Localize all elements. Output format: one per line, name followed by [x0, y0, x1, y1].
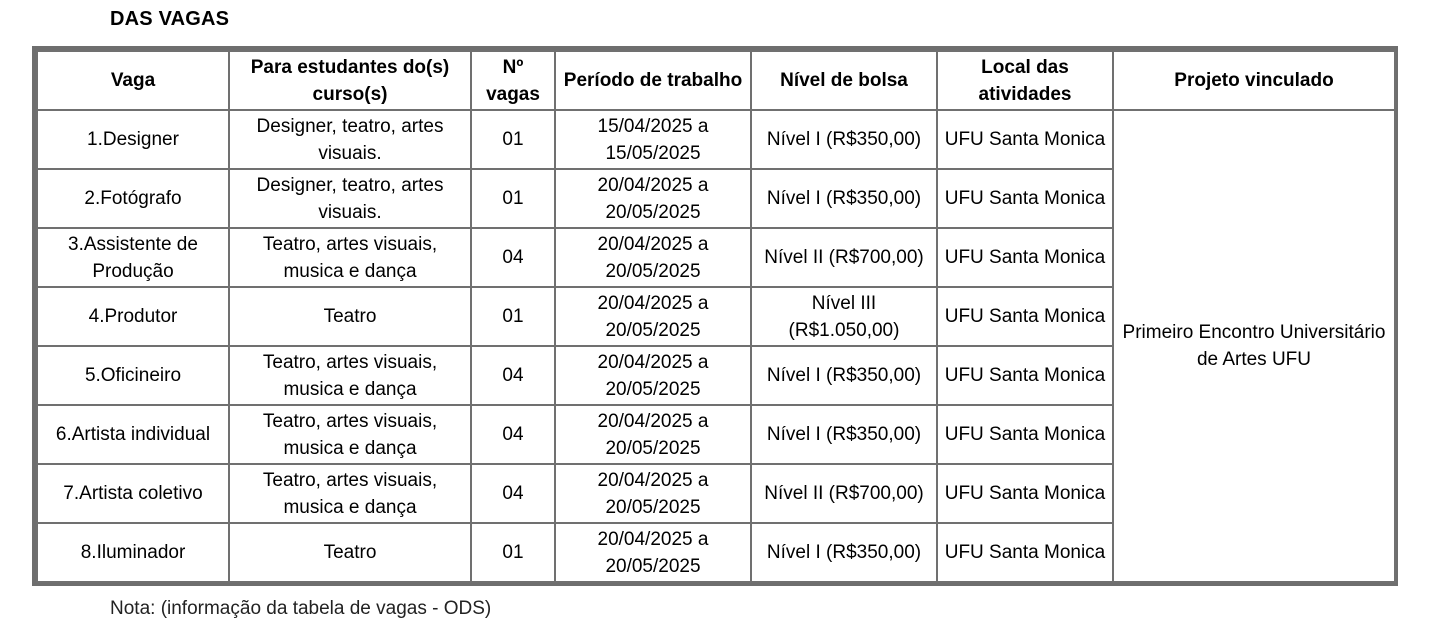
- cell-vaga: 4.Produtor: [37, 287, 229, 346]
- cell-local: UFU Santa Monica: [937, 169, 1113, 228]
- cell-periodo: 20/04/2025 a 20/05/2025: [555, 169, 751, 228]
- cell-nivel-bolsa: Nível III (R$1.050,00): [751, 287, 937, 346]
- cell-local: UFU Santa Monica: [937, 405, 1113, 464]
- cell-nivel-bolsa: Nível II (R$700,00): [751, 228, 937, 287]
- header-vaga: Vaga: [37, 51, 229, 110]
- header-projeto: Projeto vinculado: [1113, 51, 1395, 110]
- cell-cursos: Designer, teatro, artes visuais.: [229, 110, 471, 169]
- cell-cursos: Teatro, artes visuais, musica e dança: [229, 464, 471, 523]
- header-local: Local das atividades: [937, 51, 1113, 110]
- cell-vaga: 2.Fotógrafo: [37, 169, 229, 228]
- header-cursos: Para estudantes do(s) curso(s): [229, 51, 471, 110]
- cell-num-vagas: 01: [471, 523, 555, 582]
- cell-cursos: Teatro: [229, 287, 471, 346]
- cell-nivel-bolsa: Nível I (R$350,00): [751, 110, 937, 169]
- cell-local: UFU Santa Monica: [937, 523, 1113, 582]
- cell-num-vagas: 01: [471, 169, 555, 228]
- cell-vaga: 8.Iluminador: [37, 523, 229, 582]
- cell-nivel-bolsa: Nível I (R$350,00): [751, 523, 937, 582]
- cell-periodo: 20/04/2025 a 20/05/2025: [555, 405, 751, 464]
- vacancies-table: [32, 46, 1398, 586]
- cell-num-vagas: 04: [471, 405, 555, 464]
- footnote: Nota: (informação da tabela de vagas - ODS): [110, 598, 492, 619]
- section-title: DAS VAGAS: [110, 8, 230, 30]
- cell-periodo: 20/04/2025 a 20/05/2025: [555, 228, 751, 287]
- cell-vaga: 6.Artista individual: [37, 405, 229, 464]
- cell-num-vagas: 04: [471, 464, 555, 523]
- cell-local: UFU Santa Monica: [937, 287, 1113, 346]
- cell-periodo: 20/04/2025 a 20/05/2025: [555, 464, 751, 523]
- cell-vaga: 7.Artista coletivo: [37, 464, 229, 523]
- cell-vaga: 3.Assistente de Produção: [37, 228, 229, 287]
- cell-projeto: Primeiro Encontro Universitário de Artes UFU: [1113, 110, 1395, 582]
- cell-vaga: 5.Oficineiro: [37, 346, 229, 405]
- cell-local: UFU Santa Monica: [937, 464, 1113, 523]
- cell-nivel-bolsa: Nível I (R$350,00): [751, 169, 937, 228]
- cell-cursos: Teatro: [229, 523, 471, 582]
- cell-cursos: Designer, teatro, artes visuais.: [229, 169, 471, 228]
- table-header-row: [37, 51, 1395, 110]
- cell-num-vagas: 01: [471, 287, 555, 346]
- header-num-vagas: Nº vagas: [471, 51, 555, 110]
- cell-num-vagas: 04: [471, 228, 555, 287]
- cell-periodo: 20/04/2025 a 20/05/2025: [555, 287, 751, 346]
- cell-cursos: Teatro, artes visuais, musica e dança: [229, 228, 471, 287]
- cell-nivel-bolsa: Nível I (R$350,00): [751, 346, 937, 405]
- cell-cursos: Teatro, artes visuais, musica e dança: [229, 346, 471, 405]
- cell-periodo: 20/04/2025 a 20/05/2025: [555, 523, 751, 582]
- table-row: [37, 110, 1395, 169]
- header-periodo: Período de trabalho: [555, 51, 751, 110]
- cell-nivel-bolsa: Nível I (R$350,00): [751, 405, 937, 464]
- cell-local: UFU Santa Monica: [937, 346, 1113, 405]
- cell-local: UFU Santa Monica: [937, 110, 1113, 169]
- cell-cursos: Teatro, artes visuais, musica e dança: [229, 405, 471, 464]
- cell-periodo: 20/04/2025 a 20/05/2025: [555, 346, 751, 405]
- cell-num-vagas: 01: [471, 110, 555, 169]
- header-nivel-bolsa: Nível de bolsa: [751, 51, 937, 110]
- cell-num-vagas: 04: [471, 346, 555, 405]
- cell-vaga: 1.Designer: [37, 110, 229, 169]
- cell-local: UFU Santa Monica: [937, 228, 1113, 287]
- cell-nivel-bolsa: Nível II (R$700,00): [751, 464, 937, 523]
- cell-periodo: 15/04/2025 a 15/05/2025: [555, 110, 751, 169]
